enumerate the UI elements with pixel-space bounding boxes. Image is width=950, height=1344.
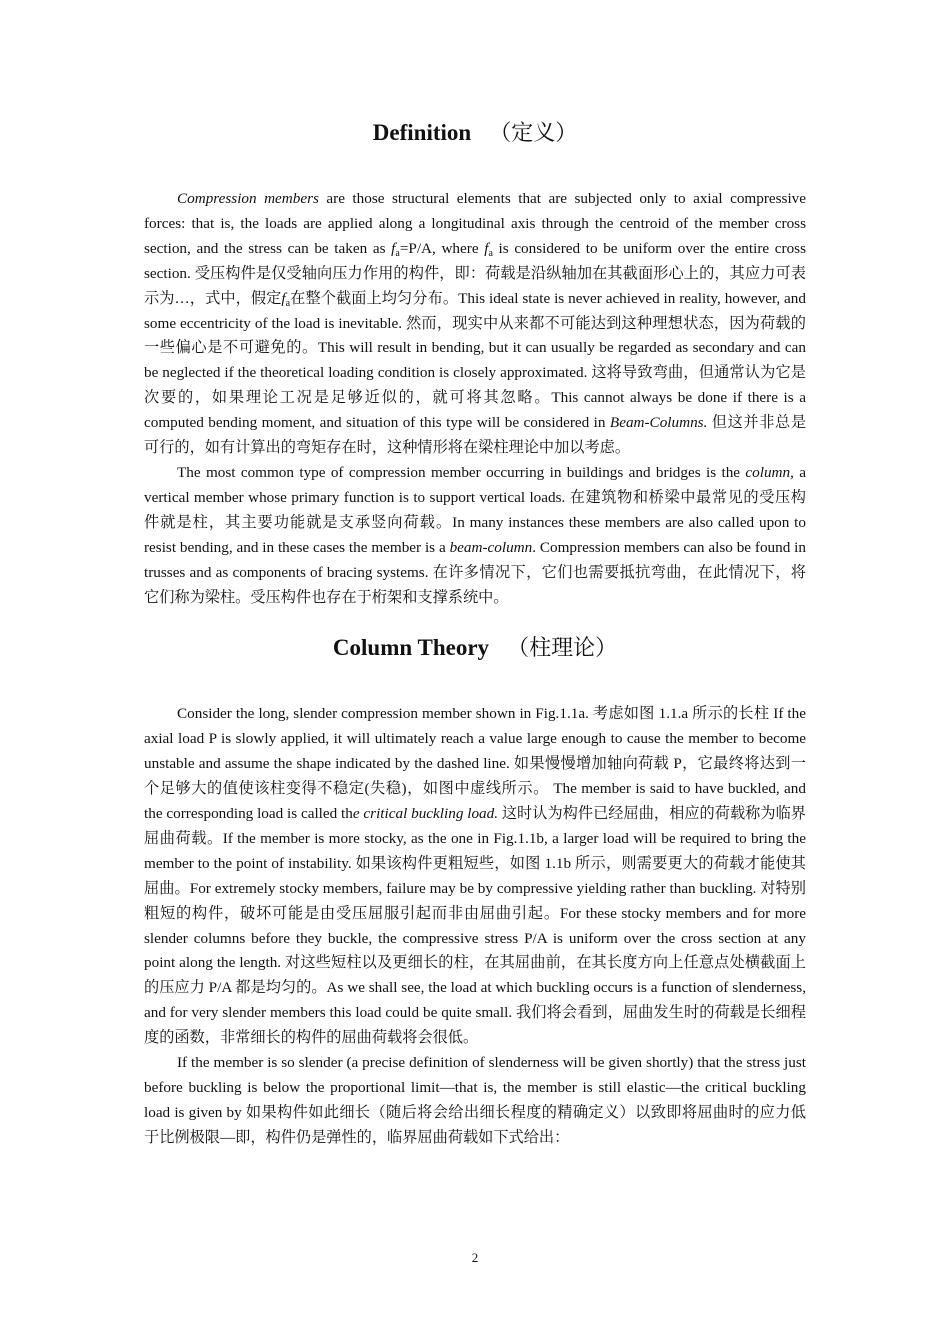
page-number: 2	[471, 1250, 479, 1265]
text-run: is considered to be uniform over the entire cross section. 受压构件是仅受轴向压力作用的构件，即：荷载是沿纵轴加在其截面形心上的，其应力可表示为…，式中，假定	[144, 239, 806, 307]
term-column: column	[745, 463, 791, 481]
heading-zh: （定义）	[489, 120, 578, 145]
section-heading-definition	[144, 112, 806, 154]
paragraph-definition	[144, 187, 806, 461]
term-critical-buckling-load: e critical buckling load.	[352, 805, 499, 823]
text-run: The most common type of compression member occurring in buildings and bridges is the	[177, 463, 746, 481]
text-run: =P/A, where	[399, 239, 485, 257]
text-run: 但这并非总是可行的，如有计算出的弯矩存在时，这种情形将在梁柱理论中加以考虑。	[144, 414, 807, 457]
paragraph-column	[144, 461, 806, 610]
paragraph-buckling	[144, 702, 806, 1051]
section-heading-column-theory	[144, 627, 806, 669]
symbol-subscript: a	[488, 247, 493, 259]
symbol-f: f	[391, 239, 396, 257]
paragraph-slenderness	[144, 1051, 806, 1151]
heading-en: Definition	[372, 120, 472, 145]
term-compression-members: Compression members	[177, 190, 319, 207]
symbol-subscript: a	[285, 297, 291, 309]
document-page	[144, 112, 806, 1151]
symbol-f: f	[484, 239, 489, 257]
text-run: , a vertical member whose primary function is to support vertical loads. 在建筑物和桥梁中最常见的受压构件就是柱，其主要功能就是支承竖向荷载。In many instances these members are also called upon to resist bending, and in these cases the member is a	[144, 463, 806, 556]
heading-zh: （柱理论）	[507, 635, 618, 661]
text-run: are those structural elements that are subjected only to axial compressive forces: that is, the loads are applied along a longitudinal axis through the centroid of the member cross section, and the stress can be taken as	[144, 190, 807, 257]
text-run: 在整个截面上均匀分布。This ideal state is never achieved in reality, however, and some eccentricity of the load is inevitable. 然而，现实中从来都不可能达到这种理想状态，因为荷载的一些偏心是不可避免的。This will result in bending, but it can usually be regarded as secondary and can be neglected if the theoretical loading condition is closely approximated. 这将导致弯曲，但通常认为它是次要的，如果理论工况是足够近似的，就可将其忽略。This cannot always be done if there is a computed bending moment, and situation of this type will be considered in	[144, 289, 806, 432]
text-run: . Compression members can also be found in trusses and as components of bracing systems. 在许多情况下，它们也需要抵抗弯曲，在此情况下，将它们称为梁柱。受压构件也存在于桁架和支撑系统中。	[144, 538, 806, 606]
term-beam-columns: Beam-Columns.	[609, 414, 708, 432]
text-run: Consider the long, slender compression member shown in Fig.1.1a. 考虑如图 1.1.a 所示的长柱 If the axial load P is slowly applied, it will ultimately reach a value large enough to cause the member to become unstable and assume the shape indicated by the dashed line. 如果慢慢增加轴向荷载 P，它最终将达到一个足够大的值使该柱变得不稳定(失稳)，如图中虚线所示。 The member is said to have buckled, and the corresponding load is called th	[144, 705, 806, 823]
term-beam-column: beam-column	[449, 538, 533, 556]
text-run: If the member is so slender (a precise definition of slenderness will be given shortly) that the stress just before buckling is below the proportional limit—that is, the member is still elastic—the critical buckling load is given by 如果构件如此细长（随后将会给出细长程度的精确定义）以致即将屈曲时的应力低于比例极限—即，构件仍是弹性的，临界屈曲荷载如下式给出：	[144, 1054, 806, 1146]
text-run: 这时认为构件已经屈曲，相应的荷载称为临界屈曲荷载。If the member is more stocky, as the one in Fig.1.1b, a larger load will be required to bring the member to the point of instability. 如果该构件更粗短些，如图 1.1b 所示，则需要更大的荷载才能使其屈曲。For extremely stocky members, failure may be by compressive yielding rather than buckling. 对特别粗短的构件，破坏可能是由受压屈服引起而非由屈曲引起。For these stocky members and for more slender columns before they buckle, the compressive stress P/A is uniform over the cross section at any point along the length. 对这些短柱以及更细长的柱，在其屈曲前，在其长度方向上任意点处横截面上的压应力 P/A 都是均匀的。As we shall see, the load at which buckling occurs is a function of slenderness, and for very slender members this load could be quite small. 我们将会看到，屈曲发生时的荷载是长细程度的函数，非常细长的构件的屈曲荷载将会很低。	[144, 805, 806, 1047]
symbol-f: f	[281, 289, 286, 307]
heading-en: Column Theory	[332, 635, 490, 661]
symbol-subscript: a	[395, 247, 400, 259]
